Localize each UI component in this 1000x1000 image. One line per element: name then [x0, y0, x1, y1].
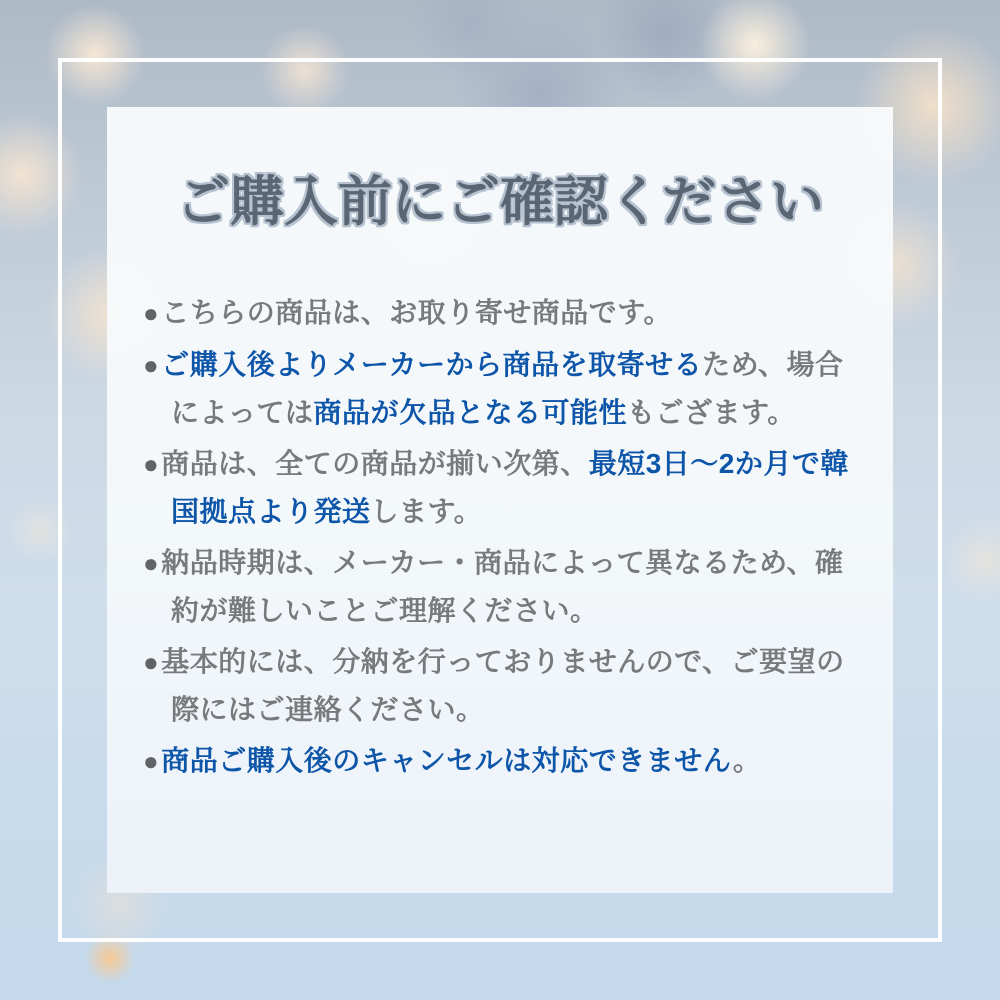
notice-text-segment: 最短3日〜2か月で韓国拠点より発送 — [171, 448, 849, 527]
notice-text-segment: もござます。 — [627, 397, 796, 428]
page-title: ご購入前にご確認ください — [176, 172, 824, 232]
bullet-icon: ● — [143, 548, 160, 578]
bullet-icon: ● — [143, 647, 160, 677]
notice-card — [107, 107, 893, 893]
notice-text-segment: こちらの商品は、お取り寄せ商品です。 — [161, 297, 672, 328]
notice-text-segment: 商品は、全ての商品が揃い次第、 — [161, 448, 589, 479]
notice-text-segment: 基本的には、分納を行っておりませんので、ご要望の際にはご連絡ください。 — [161, 646, 845, 725]
notice-text-segment: ため、場合によっては — [171, 349, 844, 428]
notice-item — [143, 440, 857, 535]
notice-text-segment: 商品ご購入後のキャンセルは対応できません — [161, 745, 733, 776]
notice-list — [107, 289, 893, 785]
bullet-icon: ● — [143, 746, 160, 776]
notice-text-segment: ご購入後よりメーカーから商品を取寄せる — [161, 349, 703, 380]
bullet-icon: ● — [143, 449, 160, 479]
notice-text-segment: します。 — [370, 496, 483, 527]
notice-item — [143, 539, 857, 634]
bullet-icon: ● — [143, 350, 160, 380]
notice-item — [143, 737, 857, 785]
notice-text-segment: 。 — [732, 745, 762, 776]
notice-item — [143, 341, 857, 436]
notice-item — [143, 289, 857, 337]
notice-item — [143, 638, 857, 733]
notice-text-segment: 納品時期は、メーカー・商品によって異なるため、確約が難しいことご理解ください。 — [161, 547, 844, 626]
bullet-icon: ● — [143, 298, 160, 328]
notice-text-segment: 商品が欠品となる可能性 — [313, 397, 628, 428]
